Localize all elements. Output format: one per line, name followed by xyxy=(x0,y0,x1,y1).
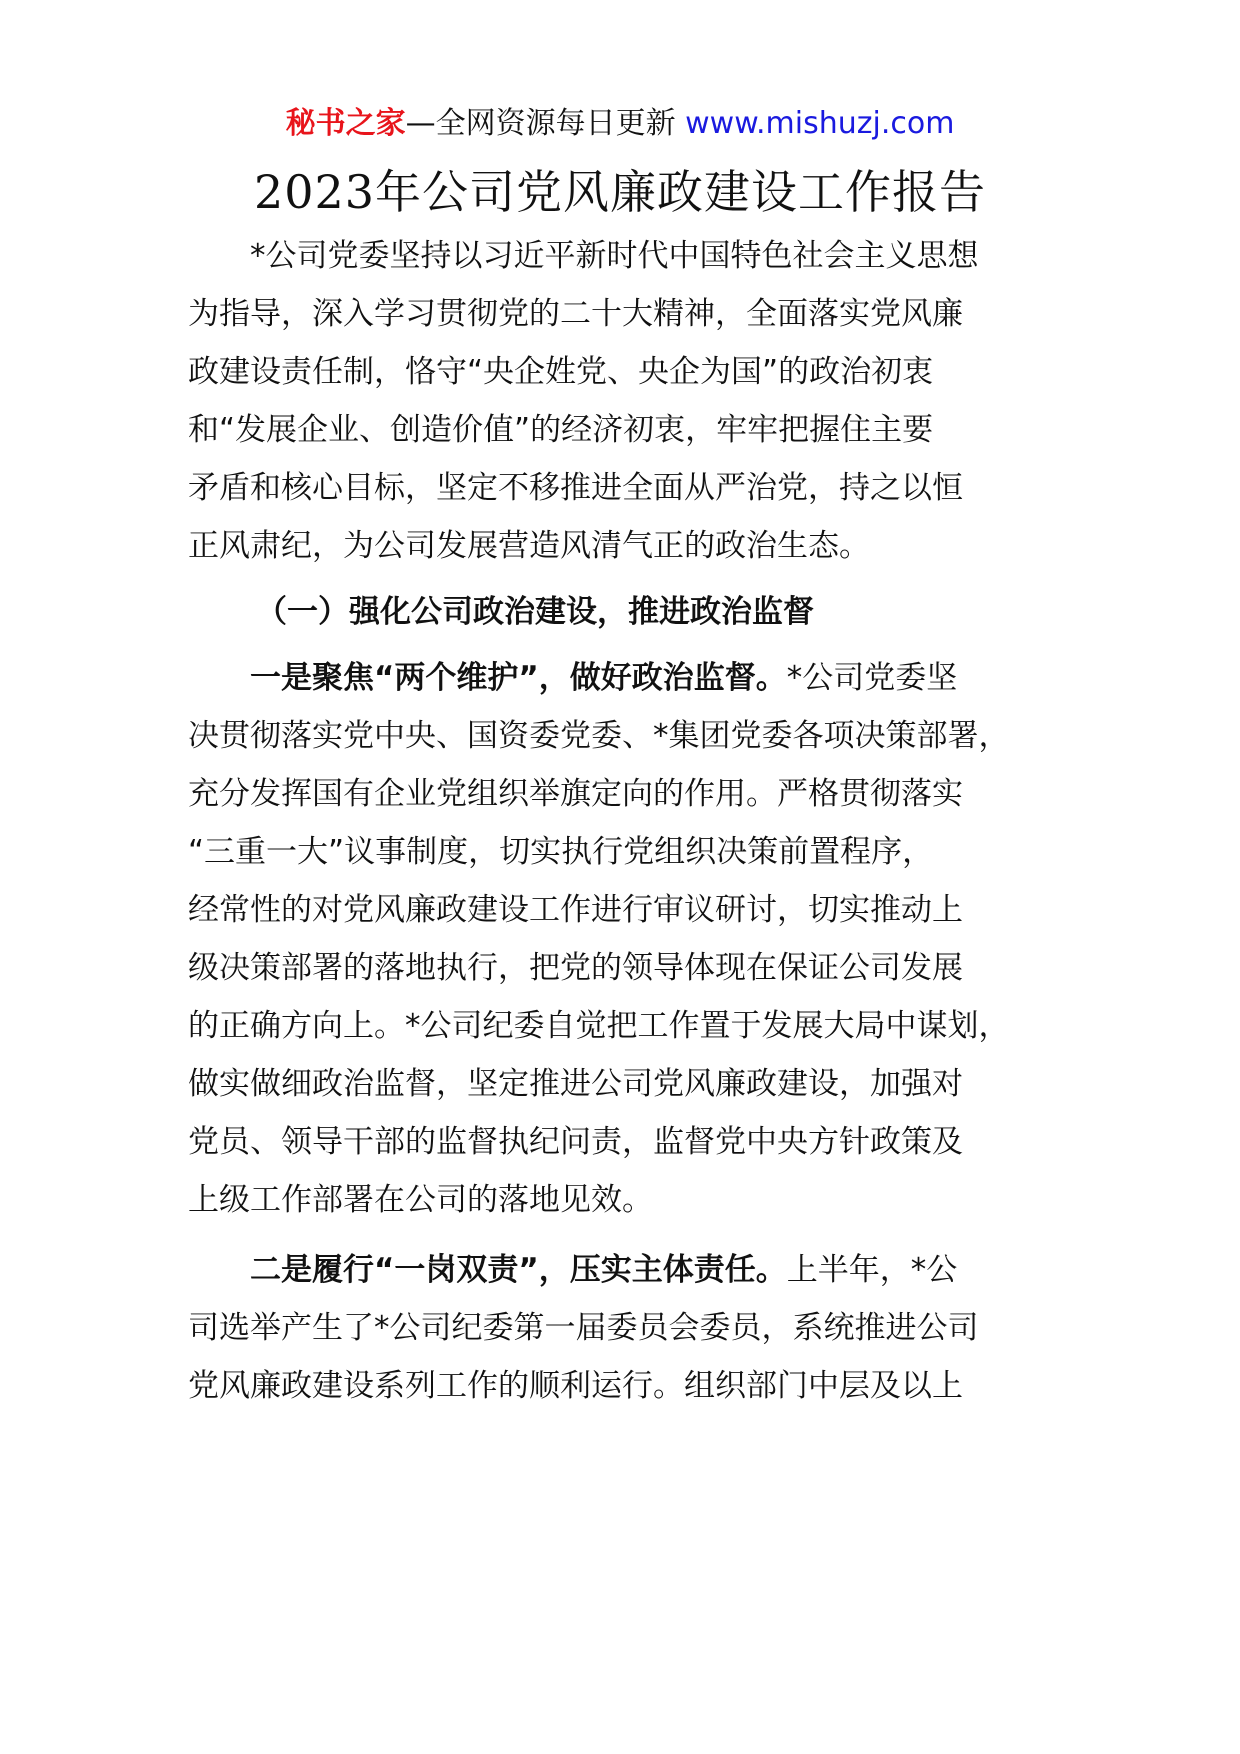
point-lead: 二是履行“一岗双责”，压实主体责任。 xyxy=(250,1252,787,1288)
paragraph-line: 党员、领导干部的监督执纪问责，监督党中央方针政策及 xyxy=(188,1124,963,1160)
paragraph-line: 做实做细政治监督，坚定推进公司党风廉政建设，加强对 xyxy=(188,1066,963,1102)
paragraph-line: 和“发展企业、创造价值”的经济初衷，牢牢把握住主要 xyxy=(188,412,934,448)
header-tagline: —全网资源每日更新 xyxy=(405,106,686,141)
paragraph-line: 充分发挥国有企业党组织举旗定向的作用。严格贯彻落实 xyxy=(188,776,963,812)
document-title: 2023年公司党风廉政建设工作报告 xyxy=(253,165,987,219)
paragraph-line: 正风肃纪，为公司发展营造风清气正的政治生态。 xyxy=(188,528,870,564)
paragraph-line xyxy=(250,1248,957,1292)
point-lead-rest: *公司党委坚 xyxy=(786,660,958,696)
site-header xyxy=(0,102,1240,146)
site-url-link[interactable]: www.mishuzj.com xyxy=(685,106,955,141)
point-lead-rest: 上半年，*公 xyxy=(786,1252,958,1288)
paragraph-line: 矛盾和核心目标，坚定不移推进全面从严治党，持之以恒 xyxy=(188,470,963,506)
paragraph-line: “三重一大”议事制度，切实执行党组织决策前置程序， xyxy=(188,834,934,870)
paragraph-line xyxy=(250,656,957,700)
paragraph-line: 司选举产生了*公司纪委第一届委员会委员，系统推进公司 xyxy=(188,1310,979,1346)
paragraph-line: *公司党委坚持以习近平新时代中国特色社会主义思想 xyxy=(250,238,979,274)
paragraph-line: 级决策部署的落地执行，把党的领导体现在保证公司发展 xyxy=(188,950,963,986)
paragraph-line: 的正确方向上。*公司纪委自觉把工作置于发展大局中谋划， xyxy=(188,1008,1010,1044)
section-heading: （一）强化公司政治建设，推进政治监督 xyxy=(256,594,814,630)
point-lead: 一是聚焦“两个维护”，做好政治监督。 xyxy=(250,660,787,696)
paragraph-line: 政建设责任制，恪守“央企姓党、央企为国”的政治初衷 xyxy=(188,354,934,390)
paragraph-line: 决贯彻落实党中央、国资委党委、*集团党委各项决策部署， xyxy=(188,718,1010,754)
brand-name: 秘书之家 xyxy=(285,106,406,141)
paragraph-line: 上级工作部署在公司的落地见效。 xyxy=(188,1182,653,1218)
paragraph-line: 经常性的对党风廉政建设工作进行审议研讨，切实推动上 xyxy=(188,892,963,928)
paragraph-line: 党风廉政建设系列工作的顺利运行。组织部门中层及以上 xyxy=(188,1368,963,1404)
paragraph-line: 为指导，深入学习贯彻党的二十大精神，全面落实党风廉 xyxy=(188,296,963,332)
